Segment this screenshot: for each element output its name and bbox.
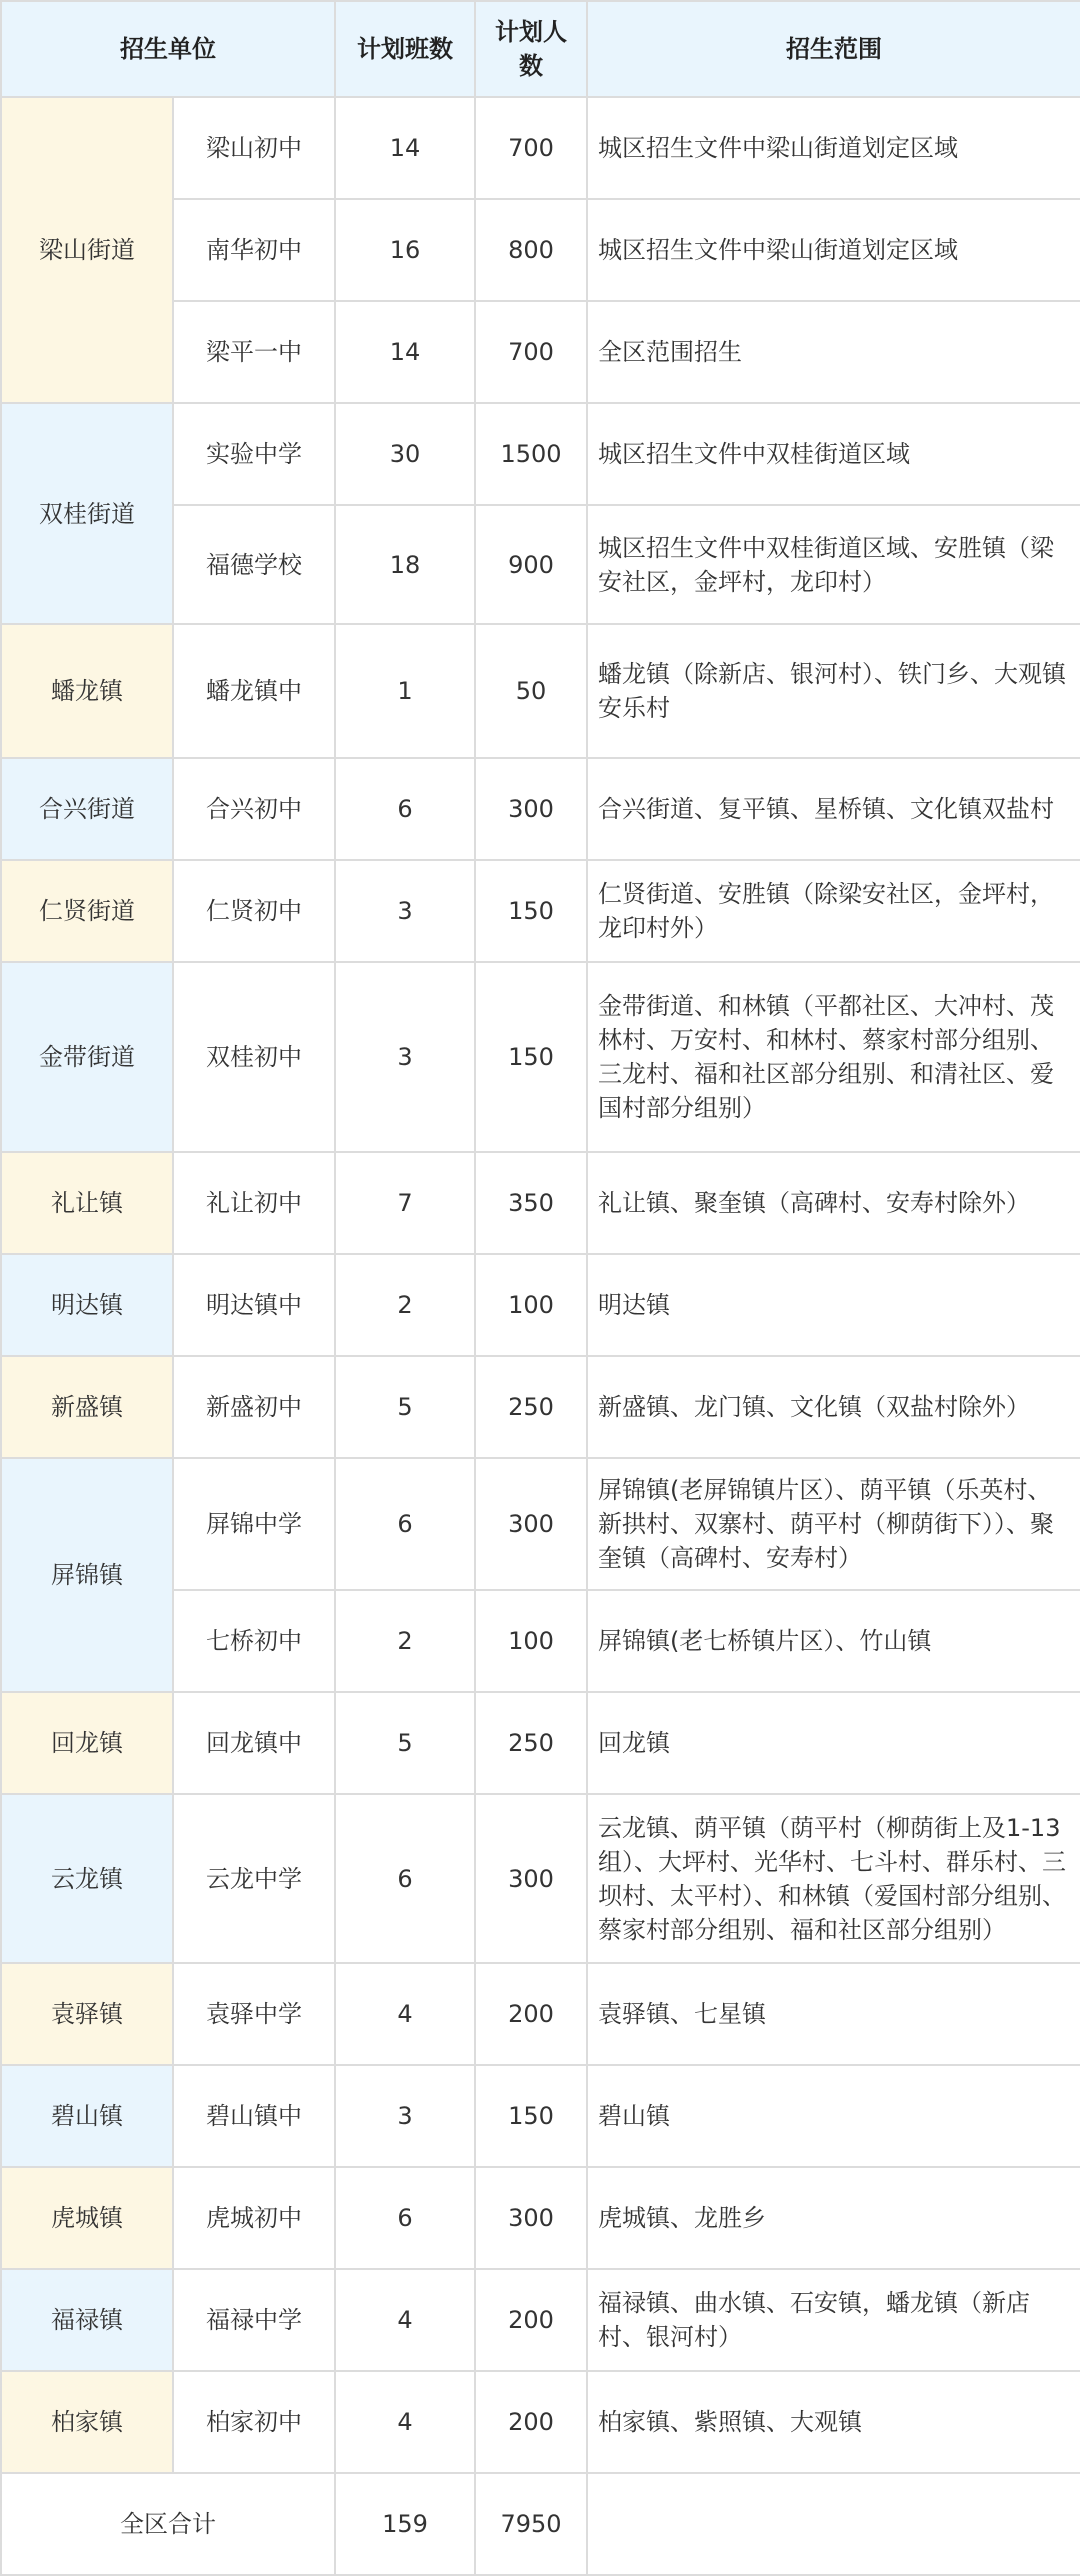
table-row (1, 1254, 1080, 1356)
students-cell: 200 (475, 2371, 587, 2473)
table-row (1, 1152, 1080, 1254)
district-cell: 云龙镇 (1, 1794, 173, 1963)
school-cell: 蟠龙镇中 (173, 624, 335, 758)
school-cell: 袁驿中学 (173, 1963, 335, 2065)
scope-cell: 回龙镇 (587, 1692, 1080, 1794)
district-cell: 仁贤街道 (1, 860, 173, 962)
table-row (1, 624, 1080, 758)
school-cell: 碧山镇中 (173, 2065, 335, 2167)
classes-cell: 6 (335, 1458, 475, 1590)
students-cell: 700 (475, 301, 587, 403)
students-cell: 800 (475, 199, 587, 301)
district-cell: 明达镇 (1, 1254, 173, 1356)
table-row (1, 2371, 1080, 2473)
district-cell: 虎城镇 (1, 2167, 173, 2269)
school-cell: 七桥初中 (173, 1590, 335, 1692)
classes-cell: 16 (335, 199, 475, 301)
total-label: 全区合计 (1, 2473, 335, 2575)
classes-cell: 6 (335, 2167, 475, 2269)
classes-cell: 1 (335, 624, 475, 758)
classes-cell: 4 (335, 2371, 475, 2473)
school-cell: 礼让初中 (173, 1152, 335, 1254)
students-cell: 50 (475, 624, 587, 758)
scope-cell: 合兴街道、复平镇、星桥镇、文化镇双盐村 (587, 758, 1080, 860)
classes-cell: 14 (335, 97, 475, 199)
school-cell: 合兴初中 (173, 758, 335, 860)
students-cell: 100 (475, 1254, 587, 1356)
students-cell: 1500 (475, 403, 587, 505)
students-cell: 150 (475, 860, 587, 962)
students-cell: 350 (475, 1152, 587, 1254)
scope-cell: 袁驿镇、七星镇 (587, 1963, 1080, 2065)
district-cell: 柏家镇 (1, 2371, 173, 2473)
students-cell: 150 (475, 2065, 587, 2167)
scope-cell: 仁贤街道、安胜镇（除梁安社区，金坪村，龙印村外） (587, 860, 1080, 962)
classes-cell: 14 (335, 301, 475, 403)
students-cell: 100 (475, 1590, 587, 1692)
school-cell: 柏家初中 (173, 2371, 335, 2473)
students-cell: 300 (475, 2167, 587, 2269)
scope-cell: 礼让镇、聚奎镇（高碑村、安寿村除外） (587, 1152, 1080, 1254)
students-cell: 250 (475, 1356, 587, 1458)
header-classes: 计划班数 (335, 1, 475, 97)
students-cell: 200 (475, 1963, 587, 2065)
school-cell: 南华初中 (173, 199, 335, 301)
table-row (1, 1794, 1080, 1963)
district-cell: 合兴街道 (1, 758, 173, 860)
school-cell: 福禄中学 (173, 2269, 335, 2371)
school-cell: 仁贤初中 (173, 860, 335, 962)
scope-cell: 蟠龙镇（除新店、银河村）、铁门乡、大观镇安乐村 (587, 624, 1080, 758)
school-cell: 明达镇中 (173, 1254, 335, 1356)
students-cell: 700 (475, 97, 587, 199)
table-row (1, 403, 1080, 505)
table-row (1, 2167, 1080, 2269)
district-cell: 屏锦镇 (1, 1458, 173, 1692)
scope-cell: 新盛镇、龙门镇、文化镇（双盐村除外） (587, 1356, 1080, 1458)
scope-cell: 虎城镇、龙胜乡 (587, 2167, 1080, 2269)
district-cell: 新盛镇 (1, 1356, 173, 1458)
total-classes: 159 (335, 2473, 475, 2575)
school-cell: 梁平一中 (173, 301, 335, 403)
classes-cell: 4 (335, 1963, 475, 2065)
scope-cell: 明达镇 (587, 1254, 1080, 1356)
table-row (1, 1963, 1080, 2065)
district-cell: 礼让镇 (1, 1152, 173, 1254)
classes-cell: 5 (335, 1356, 475, 1458)
school-cell: 福德学校 (173, 505, 335, 624)
district-cell: 回龙镇 (1, 1692, 173, 1794)
table-row (1, 2269, 1080, 2371)
scope-cell: 城区招生文件中双桂街道区域 (587, 403, 1080, 505)
classes-cell: 2 (335, 1254, 475, 1356)
school-cell: 云龙中学 (173, 1794, 335, 1963)
table-header-row (1, 1, 1080, 97)
total-students: 7950 (475, 2473, 587, 2575)
students-cell: 300 (475, 1794, 587, 1963)
table-row (1, 1692, 1080, 1794)
scope-cell: 福禄镇、曲水镇、石安镇，蟠龙镇（新店村、银河村） (587, 2269, 1080, 2371)
scope-cell: 金带街道、和林镇（平都社区、大冲村、茂林村、万安村、和林村、蔡家村部分组别、三龙村、福和社区部分组别、和清社区、爱国村部分组别） (587, 962, 1080, 1152)
scope-cell: 城区招生文件中双桂街道区域、安胜镇（梁安社区，金坪村，龙印村） (587, 505, 1080, 624)
classes-cell: 30 (335, 403, 475, 505)
district-cell: 金带街道 (1, 962, 173, 1152)
school-cell: 实验中学 (173, 403, 335, 505)
students-cell: 200 (475, 2269, 587, 2371)
classes-cell: 3 (335, 860, 475, 962)
district-cell: 双桂街道 (1, 403, 173, 624)
school-cell: 双桂初中 (173, 962, 335, 1152)
scope-cell: 城区招生文件中梁山街道划定区域 (587, 199, 1080, 301)
school-cell: 屏锦中学 (173, 1458, 335, 1590)
table-row (1, 97, 1080, 199)
table-row (1, 1458, 1080, 1590)
classes-cell: 4 (335, 2269, 475, 2371)
district-cell: 梁山街道 (1, 97, 173, 403)
classes-cell: 6 (335, 758, 475, 860)
classes-cell: 2 (335, 1590, 475, 1692)
classes-cell: 7 (335, 1152, 475, 1254)
students-cell: 300 (475, 1458, 587, 1590)
classes-cell: 5 (335, 1692, 475, 1794)
district-cell: 碧山镇 (1, 2065, 173, 2167)
students-cell: 900 (475, 505, 587, 624)
table-row (1, 758, 1080, 860)
district-cell: 袁驿镇 (1, 1963, 173, 2065)
table-row (1, 2065, 1080, 2167)
district-cell: 福禄镇 (1, 2269, 173, 2371)
school-cell: 梁山初中 (173, 97, 335, 199)
total-row (1, 2473, 1080, 2575)
table-body (1, 97, 1080, 2575)
students-cell: 250 (475, 1692, 587, 1794)
scope-cell: 屏锦镇(老七桥镇片区）、竹山镇 (587, 1590, 1080, 1692)
students-cell: 150 (475, 962, 587, 1152)
classes-cell: 3 (335, 962, 475, 1152)
table-row (1, 1356, 1080, 1458)
classes-cell: 3 (335, 2065, 475, 2167)
scope-cell: 城区招生文件中梁山街道划定区域 (587, 97, 1080, 199)
total-scope (587, 2473, 1080, 2575)
classes-cell: 6 (335, 1794, 475, 1963)
table-row (1, 860, 1080, 962)
school-cell: 新盛初中 (173, 1356, 335, 1458)
students-cell: 300 (475, 758, 587, 860)
scope-cell: 碧山镇 (587, 2065, 1080, 2167)
scope-cell: 全区范围招生 (587, 301, 1080, 403)
classes-cell: 18 (335, 505, 475, 624)
header-students: 计划人数 (475, 1, 587, 97)
table-row (1, 962, 1080, 1152)
scope-cell: 柏家镇、紫照镇、大观镇 (587, 2371, 1080, 2473)
district-cell: 蟠龙镇 (1, 624, 173, 758)
scope-cell: 云龙镇、荫平镇（荫平村（柳荫街上及1-13组）、大坪村、光华村、七斗村、群乐村、三坝村、太平村）、和林镇（爱国村部分组别、蔡家村部分组别、福和社区部分组别） (587, 1794, 1080, 1963)
header-scope: 招生范围 (587, 1, 1080, 97)
school-cell: 回龙镇中 (173, 1692, 335, 1794)
header-unit: 招生单位 (1, 1, 335, 97)
school-cell: 虎城初中 (173, 2167, 335, 2269)
scope-cell: 屏锦镇(老屏锦镇片区）、荫平镇（乐英村、新拱村、双寨村、荫平村（柳荫街下））、聚奎镇（高碑村、安寿村） (587, 1458, 1080, 1590)
